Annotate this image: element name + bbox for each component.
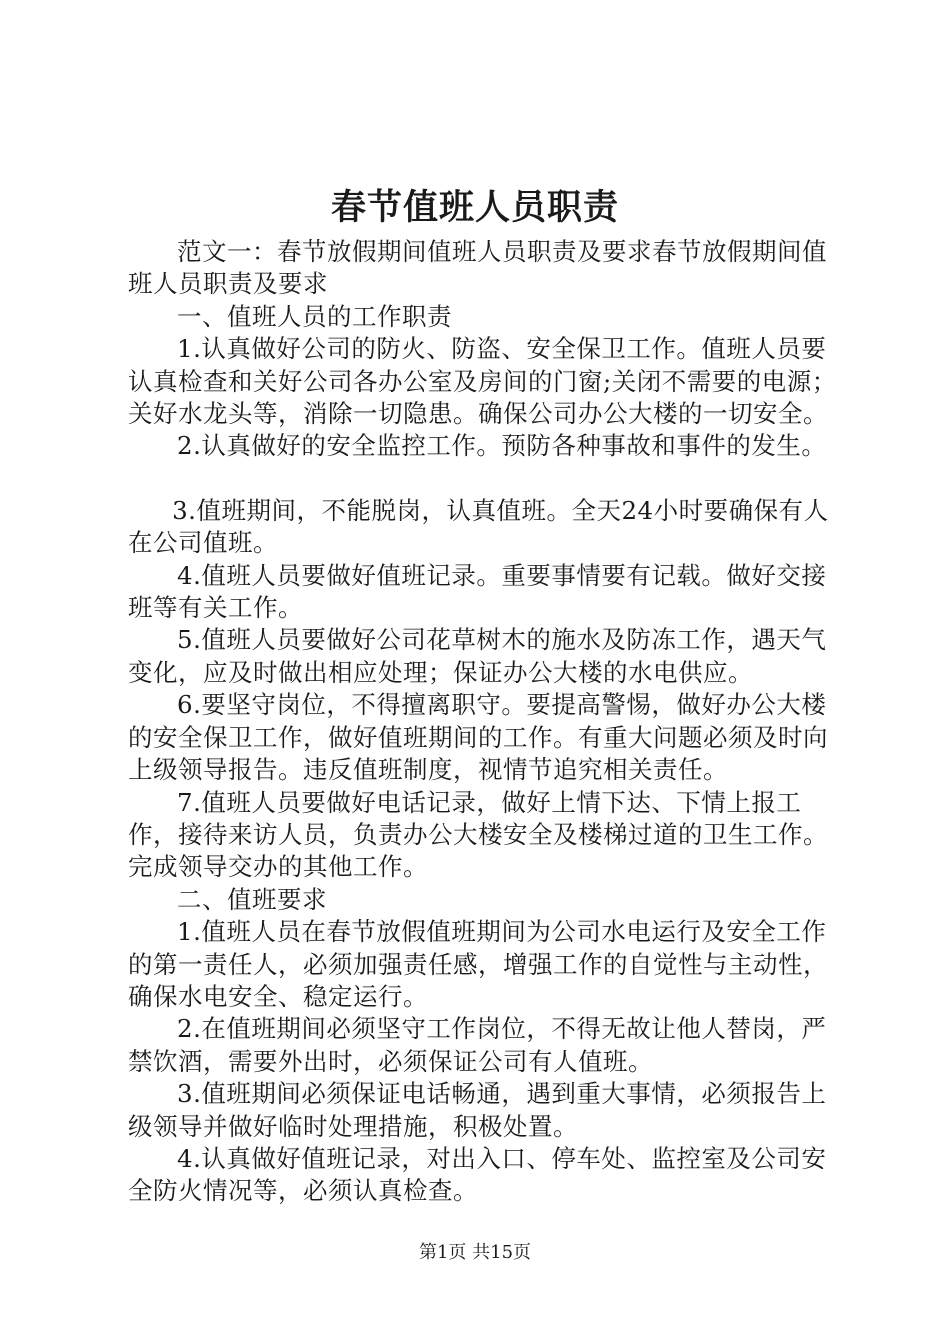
- paragraph-requirement-2: 2.在值班期间必须坚守工作岗位，不得无故让他人替岗，严禁饮酒，需要外出时，必须保证公司有人值班。: [128, 1014, 827, 1076]
- paragraph-duty-6: 6.要坚守岗位，不得擅离职守。要提高警惕，做好办公大楼的安全保卫工作，做好值班期间的工作。有重大问题必须及时向上级领导报告。违反值班制度，视情节追究相关责任。: [128, 690, 828, 785]
- paragraph-intro: 范文一：春节放假期间值班人员职责及要求春节放假期间值班人员职责及要求: [128, 237, 827, 299]
- paragraph-duty-3: 3.值班期间，不能脱岗，认真值班。全天24小时要确保有人在公司值班。: [128, 495, 829, 558]
- paragraph-duty-7: 7.值班人员要做好电话记录，做好上情下达、下情上报工作，接待来访人员，负责办公大楼安全及楼梯过道的卫生工作。完成领导交办的其他工作。: [128, 787, 828, 882]
- document-body: [128, 236, 840, 1208]
- paragraph-duty-1: 1.认真做好公司的防火、防盗、安全保卫工作。值班人员要认真检查和关好公司各办公室及房间的门窗;关闭不需要的电源；关好水龙头等，消除一切隐患。确保公司办公大楼的一切安全。: [128, 334, 837, 429]
- document-title: 春节值班人员职责: [330, 187, 619, 228]
- paragraph-duty-4: 4.值班人员要做好值班记录。重要事情要有记载。做好交接班等有关工作。: [128, 560, 827, 623]
- section-heading-duties: 一、值班人员的工作职责: [177, 301, 452, 331]
- page-footer: 第1页 共15页: [418, 1242, 532, 1263]
- paragraph-duty-5: 5.值班人员要做好公司花草树木的施水及防冻工作，遇天气变化，应及时做出相应处理；保证办公大楼的水电供应。: [128, 625, 827, 687]
- paragraph-requirement-4: 4.认真做好值班记录，对出入口、停车处、监控室及公司安全防火情况等，必须认真检查。: [128, 1143, 827, 1206]
- paragraph-requirement-3: 3.值班期间必须保证电话畅通，遇到重大事情，必须报告上级领导并做好临时处理措施，积极处置。: [128, 1079, 827, 1141]
- paragraph-duty-2: 2.认真做好的安全监控工作。预防各种事故和事件的发生。: [177, 431, 827, 461]
- paragraph-requirement-1: 1.值班人员在春节放假值班期间为公司水电运行及安全工作的第一责任人，必须加强责任感，增强工作的自觉性与主动性，确保水电安全、稳定运行。: [128, 917, 828, 1011]
- section-heading-requirements: 二、值班要求: [177, 884, 327, 914]
